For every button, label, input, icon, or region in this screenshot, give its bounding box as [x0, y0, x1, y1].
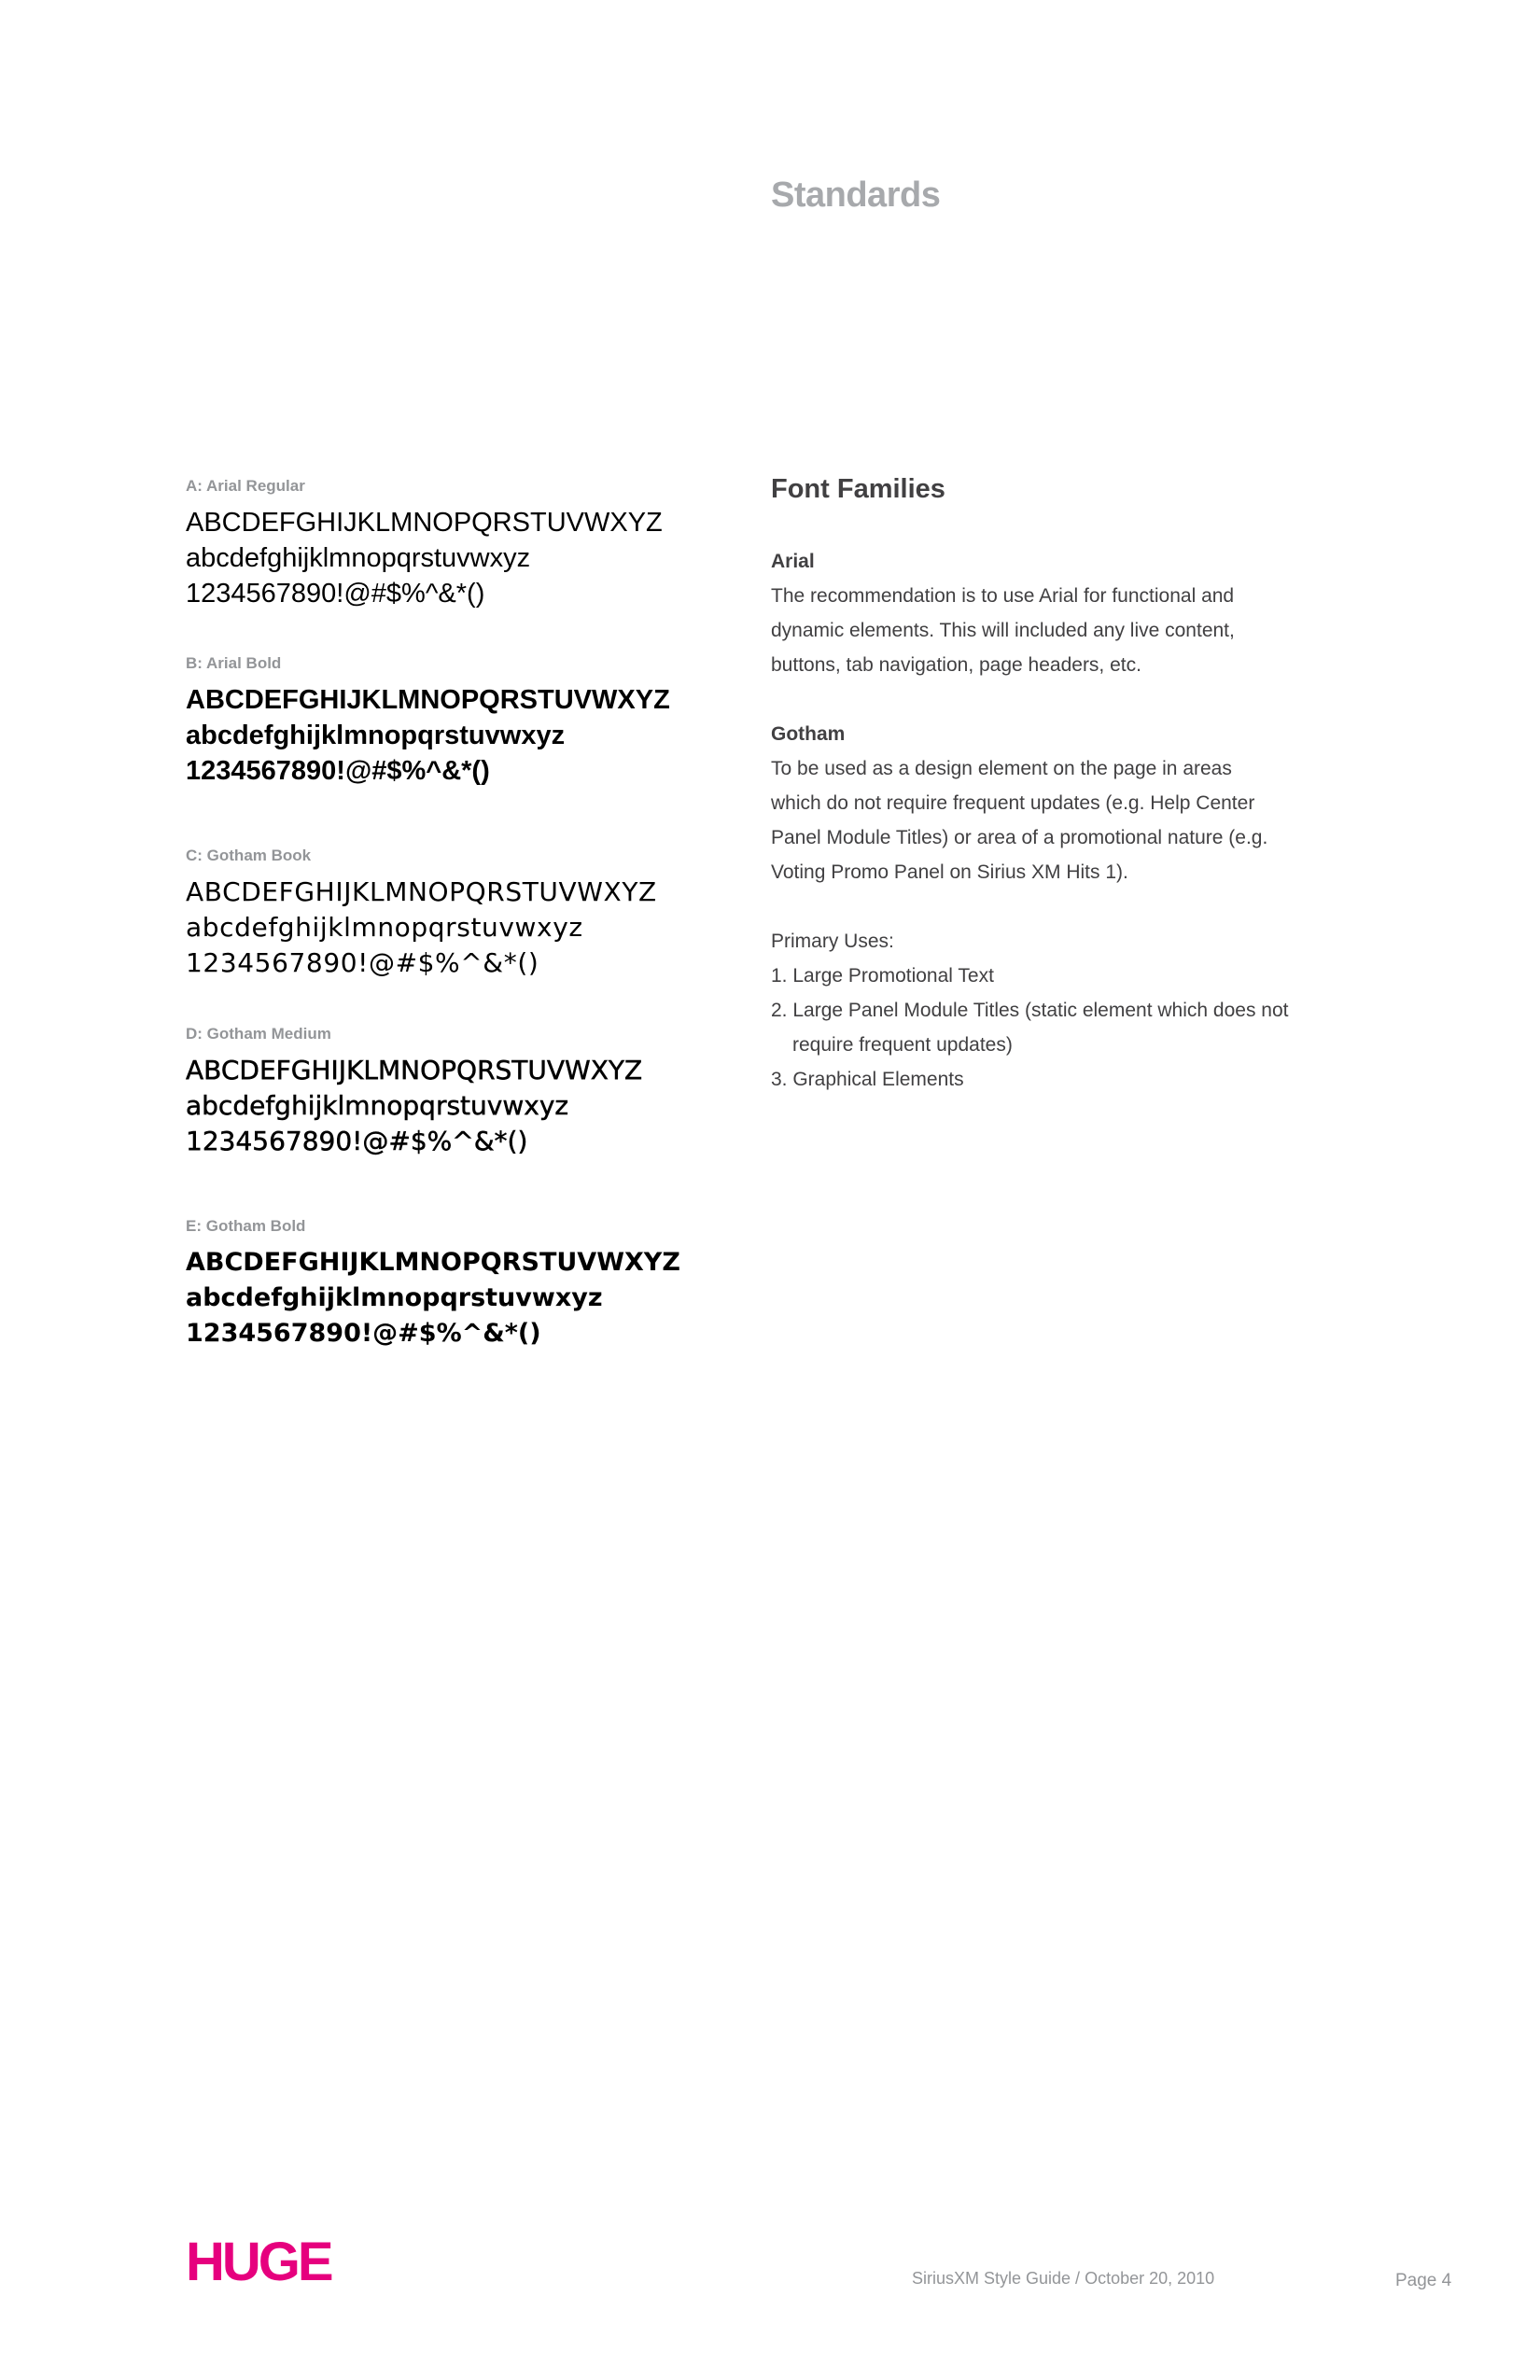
- primary-uses-label: Primary Uses:: [771, 931, 894, 952]
- gotham-description-line: Panel Module Titles) or area of a promotional nature (e.g.: [771, 827, 1268, 848]
- sample-lowercase: abcdefghijklmnopqrstuvwxyz: [186, 721, 566, 750]
- page-title: Standards: [771, 175, 941, 215]
- sample-uppercase: ABCDEFGHIJKLMNOPQRSTUVWXYZ: [186, 508, 663, 538]
- sample-numerals: 1234567890!@#$%^&*(): [186, 756, 490, 786]
- font-families-heading: Font Families: [771, 474, 945, 504]
- sample-uppercase: ABCDEFGHIJKLMNOPQRSTUVWXYZ: [186, 876, 657, 907]
- sample-label: C: Gotham Book: [186, 847, 312, 864]
- arial-subheading: Arial: [771, 551, 815, 572]
- sample-lowercase: abcdefghijklmnopqrstuvwxyz: [186, 1283, 603, 1312]
- sample-lowercase: abcdefghijklmnopqrstuvwxyz: [186, 543, 531, 573]
- sample-label: E: Gotham Bold: [186, 1217, 306, 1235]
- list-item: 2. Large Panel Module Titles (static element which does not require frequent updates): [771, 1000, 1289, 1056]
- sample-uppercase: ABCDEFGHIJKLMNOPQRSTUVWXYZ: [186, 1248, 680, 1277]
- primary-uses-list: [771, 959, 1350, 1097]
- sample-lowercase: abcdefghijklmnopqrstuvwxyz: [186, 912, 583, 943]
- sample-label: D: Gotham Medium: [186, 1025, 331, 1043]
- gotham-subheading: Gotham: [771, 723, 846, 745]
- arial-description-line: buttons, tab navigation, page headers, etc.: [771, 654, 1141, 676]
- sample-lowercase: abcdefghijklmnopqrstuvwxyz: [186, 1090, 569, 1121]
- font-sample-arial-bold: [186, 654, 746, 789]
- sample-label: A: Arial Regular: [186, 477, 305, 495]
- sample-label: B: Arial Bold: [186, 654, 282, 672]
- sample-numerals: 1234567890!@#$%^&*(): [186, 1319, 541, 1348]
- font-sample-gotham-book: [186, 847, 746, 981]
- sample-numerals: 1234567890!@#$%^&*(): [186, 1126, 528, 1156]
- arial-description-line: The recommendation is to use Arial for functional and: [771, 585, 1235, 607]
- huge-logo: HUGE: [186, 2232, 331, 2292]
- page-number: Page 4: [1395, 2271, 1452, 2290]
- font-sample-arial-regular: [186, 477, 746, 611]
- gotham-description-line: To be used as a design element on the page in areas: [771, 758, 1232, 779]
- sample-uppercase: ABCDEFGHIJKLMNOPQRSTUVWXYZ: [186, 685, 670, 715]
- list-item: 1. Large Promotional Text: [771, 965, 994, 987]
- list-item: 3. Graphical Elements: [771, 1069, 964, 1090]
- sample-numerals: 1234567890!@#$%^&*(): [186, 947, 539, 978]
- font-sample-gotham-bold: [186, 1217, 746, 1351]
- footer-document-info: SiriusXM Style Guide / October 20, 2010: [912, 2269, 1215, 2288]
- font-sample-gotham-medium: [186, 1025, 746, 1159]
- font-families-section: [771, 474, 1350, 1097]
- arial-description-line: dynamic elements. This will included any live content,: [771, 620, 1235, 641]
- sample-uppercase: ABCDEFGHIJKLMNOPQRSTUVWXYZ: [186, 1055, 643, 1085]
- gotham-description-line: which do not require frequent updates (e.g. Help Center: [771, 792, 1255, 814]
- gotham-description-line: Voting Promo Panel on Sirius XM Hits 1).: [771, 861, 1128, 883]
- sample-numerals: 1234567890!@#$%^&*(): [186, 579, 485, 609]
